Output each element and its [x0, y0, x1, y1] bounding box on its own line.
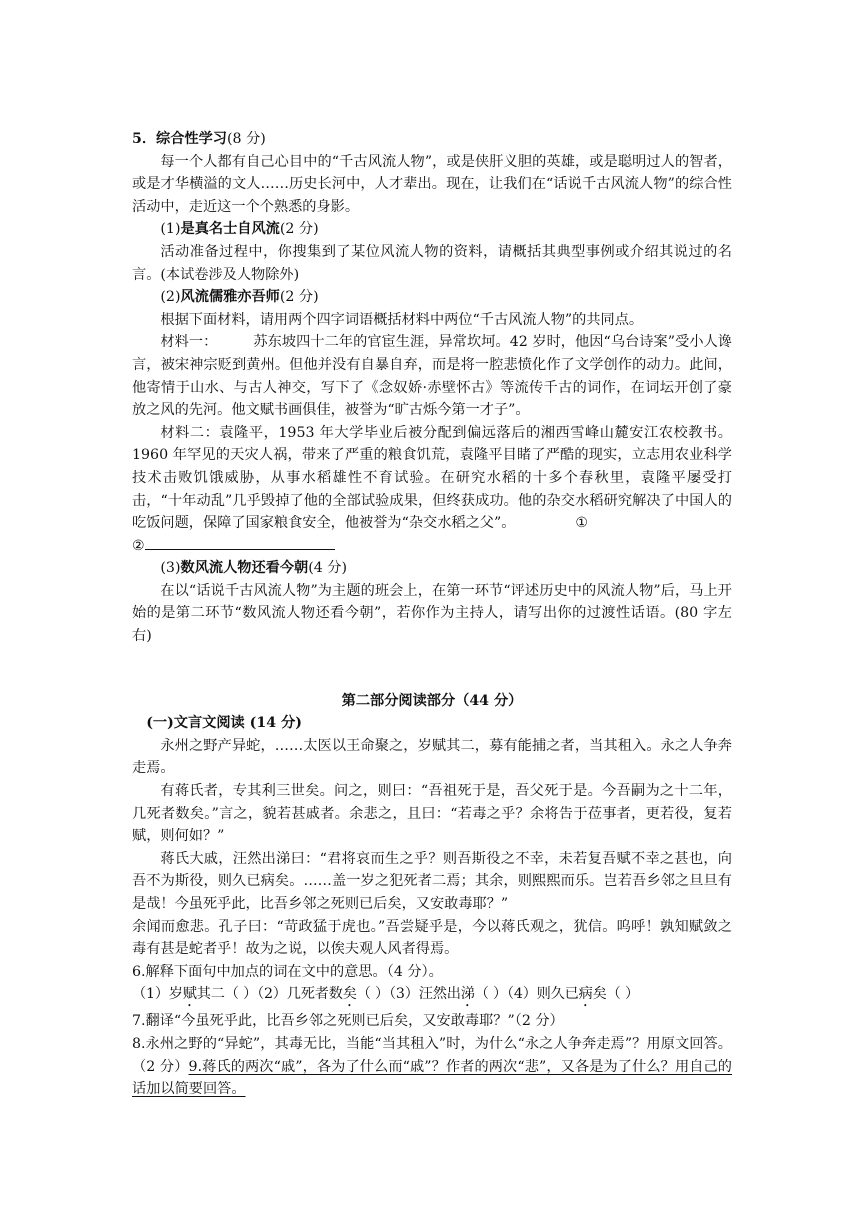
sub1-num: (1) [160, 221, 181, 238]
sub1-score: (2 分) [279, 221, 319, 238]
sub3-score: (4 分) [308, 560, 347, 577]
sub2-num: (2) [160, 289, 181, 306]
q6-item-4-dot: 病 [578, 986, 593, 1003]
q6-item-1-b: 其二（ ） [196, 986, 258, 1003]
sub3-title: 数风流人物还看今朝 [180, 560, 309, 577]
q5-sub3-heading [132, 557, 732, 580]
material-2 [132, 422, 732, 535]
q6-item-4-a: （4）则久已 [506, 986, 579, 1003]
q6-item-1-a: （1）岁 [132, 986, 183, 1003]
q6-item-1 [132, 986, 257, 1002]
q6-item-3 [389, 986, 507, 1002]
q6-item-4-b: 矣（ ） [592, 986, 639, 1003]
sub2-title: 风流儒雅亦吾师 [180, 289, 280, 306]
q6-item-3-b: （ ） [474, 986, 507, 1003]
passage-para-1: 永州之野产异蛇，……太医以王命聚之，岁赋其二，募有能捕之者，当其租入。永之人争奔走焉。 [132, 737, 732, 777]
q5-sub2-heading [132, 286, 732, 309]
q6-item-3-a: （3）汪然出 [389, 986, 461, 1003]
sub1-title: 是真名士自风流 [180, 221, 280, 238]
passage-para-2: 有蒋氏者，专其利三世矣。问之，则曰：“吾祖死于是，吾父死于是。今吾嗣为之十二年，几死者数矣。”言之，貌若甚戚者。余悲之，且曰：“若毒之乎？余将告于莅事者，更若役，复若赋，则何如？” [132, 783, 732, 845]
q5-sub1-heading [132, 218, 732, 241]
q6-item-4 [507, 986, 639, 1002]
answer-mark-1: ① [575, 515, 589, 532]
q6-items [132, 983, 732, 1010]
answer-line-2-row [132, 535, 732, 558]
q5-title: 5．综合性学习 [132, 131, 227, 147]
q5-score: (8 分) [227, 131, 266, 147]
q5-heading [132, 128, 732, 151]
q6-item-2-dot: 矣 [342, 986, 357, 1003]
q5-sub1-text: 活动准备过程中，你搜集到了某位风流人物的资料，请概括其典型事例或介绍其说过的名言。(本试卷涉及人物除外) [132, 243, 732, 283]
q5-sub2-text: 根据下面材料，请用两个四字词语概括材料中两位“千古风流人物”的共同点。 [160, 311, 644, 328]
material-1-label: 材料一： [160, 334, 218, 351]
q9-text: 9.蒋氏的两次“戚”，各为了什么而“戚”？作者的两次“悲”，又各是为了什么？用自己的话加以简要回答。 [132, 1058, 732, 1098]
answer-blank-2[interactable] [145, 535, 335, 550]
q7-text: 7.翻译“今虽死乎此，比吾乡邻之死则已后矣，又安敢毒耶？”（2 分） [132, 1013, 564, 1030]
sub2-score: (2 分) [279, 289, 319, 306]
answer-mark-2: ② [132, 537, 145, 554]
q8-q9-block [132, 1033, 732, 1101]
q6-item-2-b: （ ） [356, 986, 390, 1003]
part2-heading: 第二部分阅读部分（44 分） [341, 692, 523, 709]
exam-page [132, 128, 732, 1101]
sub3-num: (3) [160, 560, 181, 577]
q6-item-3-dot: 涕 [460, 986, 475, 1003]
material-1-text: 苏东坡四十二年的官宦生涯，异常坎坷。42 岁时，他因“乌台诗案”受小人谗言，被宋神宗贬到黄州。但他并没有自暴自弃，而是将一腔悲愤化作了文学创作的动力。此间，他寄情于山水、与古人神交，写下了《念奴娇·赤壁怀古》等流传千古的词作，在词坛开创了豪放之风的先河。他文赋书画俱佳，被誉为“旷古烁今第一才子”。 [132, 334, 732, 419]
material-1 [132, 331, 732, 421]
passage-para-4: 余闻而愈悲。孔子曰：“苛政猛于虎也。”吾尝疑乎是，今以蒋氏观之，犹信。呜呼！孰知赋敛之毒有甚是蛇者乎！故为之说，以俟夫观人风者得焉。 [132, 918, 732, 958]
q6-item-1-dot: 赋 [182, 986, 197, 1003]
section1-title: (一)文言文阅读 (14 分) [146, 715, 302, 732]
material-2-text: 材料二：袁隆平，1953 年大学毕业后被分配到偏远落后的湘西雪峰山麓安江农校教书。1960 年罕见的天灾人祸，带来了严重的粮食饥荒，袁隆平目睹了严酷的现实，立志用农业科学技术击败饥饿威胁，从事水稻雄性不育试验。在研究水稻的十多个春秋里，袁隆平屡受打击，“十年动乱”几乎毁掉了他的全部试验成果，但终获成功。他的杂交水稻研究解决了中国人的吃饭问题，保障了国家粮食安全，他被誉为“杂交水稻之父”。 [132, 424, 732, 532]
q8-text: 8.永州之野的“异蛇”，其毒无比，当能“当其租入”时，为什么“永之人争奔走焉”？用原文回答。（2 分） [132, 1035, 732, 1075]
passage-para-3: 蒋氏大戚，汪然出涕曰：“君将哀而生之乎？则吾斯役之不幸，未若复吾赋不幸之甚也，向吾不为斯役，则久已病矣。……盖一岁之犯死者二焉；其余，则熙熙而乐。岂若吾乡邻之旦旦有是哉！今虽死乎此，比吾乡邻之死则已后矣，又安敢毒耶？” [132, 850, 732, 912]
q5-intro: 每一个人都有自己心目中的“千古风流人物”，或是侠肝义胆的英雄，或是聪明过人的智者，或是才华横溢的文人……历史长河中，人才辈出。现在，让我们在“话说千古风流人物”的综合性活动中，走近这一个个熟悉的身影。 [132, 153, 732, 215]
q6-title: 6.解释下面句中加点的词在文中的意思。（4 分）。 [132, 963, 443, 980]
q5-sub3-text: 在以“话说千古风流人物”为主题的班会上，在第一环节“评述历史中的风流人物”后，马上开始的是第二环节“数风流人物还看今朝”，若你作为主持人，请写出你的过渡性话语。(80 字左右) [132, 582, 732, 645]
q6-item-2 [257, 986, 389, 1002]
q6-item-2-a: （2）几死者数 [257, 986, 343, 1003]
